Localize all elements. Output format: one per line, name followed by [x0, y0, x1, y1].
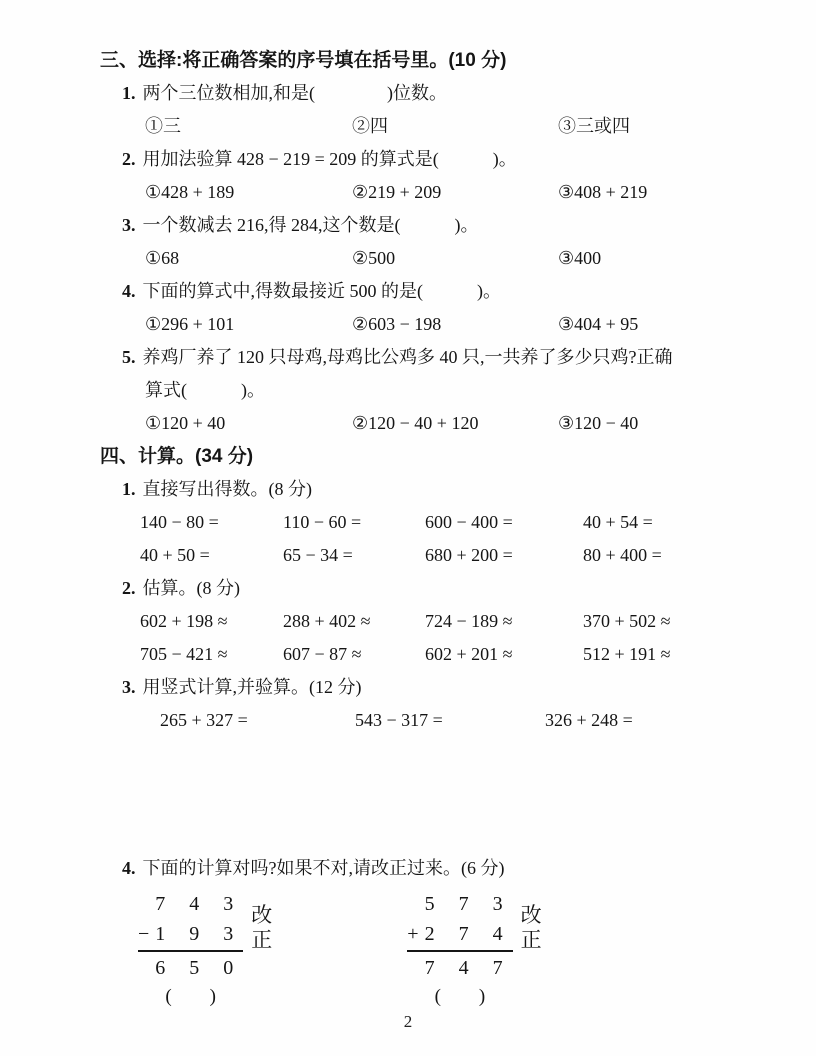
estimate-row-2: [140, 638, 746, 671]
calc-equation: 40 + 50 =: [140, 545, 210, 565]
vertical-equation-1: 265 + 327 =: [160, 710, 248, 730]
calc-equation: 65 − 34 =: [283, 545, 353, 565]
question-4-options: [145, 308, 746, 341]
sub1-label: 1. 直接写出得数。(8 分): [122, 479, 312, 499]
vertical-form-equations: [160, 704, 746, 737]
question-3-text: 一个数减去 216,得 284,这个数是( )。: [142, 215, 479, 235]
sub2-number: 2.: [122, 578, 136, 598]
vertical-equation-3: 326 + 248 =: [545, 710, 633, 730]
direct-calc-row-1: [140, 506, 746, 539]
question-4-text: 下面的算式中,得数最接近 500 的是( )。: [142, 281, 501, 301]
question-2-number: 2.: [122, 149, 136, 169]
difference-result: 6 5 0: [155, 957, 240, 979]
estimate-equation: 705 − 421 ≈: [140, 644, 228, 664]
option-3-2: ②500: [352, 248, 396, 268]
option-5-3: ③120 − 40: [558, 413, 639, 433]
question-2-text: 用加法验算 428 − 219 = 209 的算式是( )。: [142, 149, 517, 169]
question-2-options: [145, 176, 746, 209]
minuend: 7 4 3: [155, 893, 240, 915]
option-3-3: ③400: [558, 248, 602, 268]
sub3-number: 3.: [122, 677, 136, 697]
estimate-row-1: [140, 605, 746, 638]
addend-1: 5 7 3: [424, 893, 509, 915]
sub2-label: 2. 估算。(8 分): [122, 578, 240, 598]
calc-equation: 40 + 54 =: [583, 512, 653, 532]
vertical-equation-2: 543 − 317 =: [355, 710, 443, 730]
question-1-text: 两个三位数相加,和是( )位数。: [142, 83, 447, 103]
sub1-number: 1.: [122, 479, 136, 499]
option-2-1: ①428 + 189: [145, 182, 235, 202]
direct-calc-row-2: [140, 539, 746, 572]
option-3-1: ①68: [145, 248, 180, 268]
question-3-options: [145, 242, 746, 275]
vertical-calc-addition: [407, 889, 541, 1011]
calc-equation: 80 + 400 =: [583, 545, 662, 565]
question-5: [122, 341, 746, 374]
question-1: [122, 77, 746, 110]
option-1-3: ③三或四: [558, 116, 630, 136]
calc-equation: 600 − 400 =: [425, 512, 513, 532]
question-4-number: 4.: [122, 281, 136, 301]
sum-result: 7 4 7: [424, 957, 509, 979]
vertical-calculations: [138, 889, 746, 1011]
question-3: [122, 209, 746, 242]
question-5-number: 5.: [122, 347, 136, 367]
calc-equation: 680 + 200 =: [425, 545, 513, 565]
addend-2-line: + 2 7 4: [407, 919, 512, 949]
answer-blank: ( ): [165, 986, 216, 1007]
option-4-2: ②603 − 198: [352, 314, 442, 334]
sub4-number: 4.: [122, 858, 136, 878]
option-2-3: ③408 + 219: [558, 182, 648, 202]
sub3-label: 3. 用竖式计算,并验算。(12 分): [122, 677, 362, 697]
estimate-equation: 602 + 198 ≈: [140, 611, 228, 631]
question-1-options: [145, 110, 746, 143]
option-1-1: ①三: [145, 116, 181, 136]
correction-label: 改 正: [251, 903, 273, 952]
question-4: [122, 275, 746, 308]
section-choice-heading: 三、选择:将正确答案的序号填在括号里。(10 分): [100, 50, 507, 71]
option-4-1: ①296 + 101: [145, 314, 235, 334]
minus-operator: −: [138, 923, 150, 945]
section-calculation: [100, 440, 746, 1011]
sum-rule: [407, 950, 512, 952]
plus-operator: +: [407, 923, 419, 945]
estimate-equation: 370 + 502 ≈: [583, 611, 671, 631]
estimate-equation: 724 − 189 ≈: [425, 611, 513, 631]
calc-equation: 110 − 60 =: [283, 512, 362, 532]
estimate-equation: 288 + 402 ≈: [283, 611, 371, 631]
question-5-text-line2: 算式( )。: [145, 380, 265, 400]
option-1-2: ②四: [352, 116, 388, 136]
question-5-text: 养鸡厂养了 120 只母鸡,母鸡比公鸡多 40 只,一共养了多少只鸡?正确: [142, 347, 673, 367]
answer-blank: ( ): [434, 986, 486, 1007]
estimate-equation: 602 + 201 ≈: [425, 644, 513, 664]
working-space: [100, 737, 746, 852]
calc-equation: 140 − 80 =: [140, 512, 219, 532]
page-number: 2: [403, 1012, 413, 1031]
option-2-2: ②219 + 209: [352, 182, 442, 202]
option-4-3: ③404 + 95: [558, 314, 639, 334]
option-5-1: ①120 + 40: [145, 413, 226, 433]
estimate-equation: 512 + 191 ≈: [583, 644, 671, 664]
question-1-number: 1.: [122, 83, 136, 103]
sum-rule: [138, 950, 243, 952]
section-calculation-heading: 四、计算。(34 分): [100, 446, 254, 467]
estimate-equation: 607 − 87 ≈: [283, 644, 362, 664]
option-5-2: ②120 − 40 + 120: [352, 413, 479, 433]
vertical-calc-subtraction: [138, 889, 272, 1011]
correction-label: 改 正: [520, 903, 542, 952]
question-5-options: [145, 407, 746, 440]
question-3-number: 3.: [122, 215, 136, 235]
question-2: [122, 143, 746, 176]
section-choice: [100, 44, 746, 440]
subtrahend-line: − 1 9 3: [138, 919, 243, 949]
sub4-label: 4. 下面的计算对吗?如果不对,请改正过来。(6 分): [122, 858, 505, 878]
